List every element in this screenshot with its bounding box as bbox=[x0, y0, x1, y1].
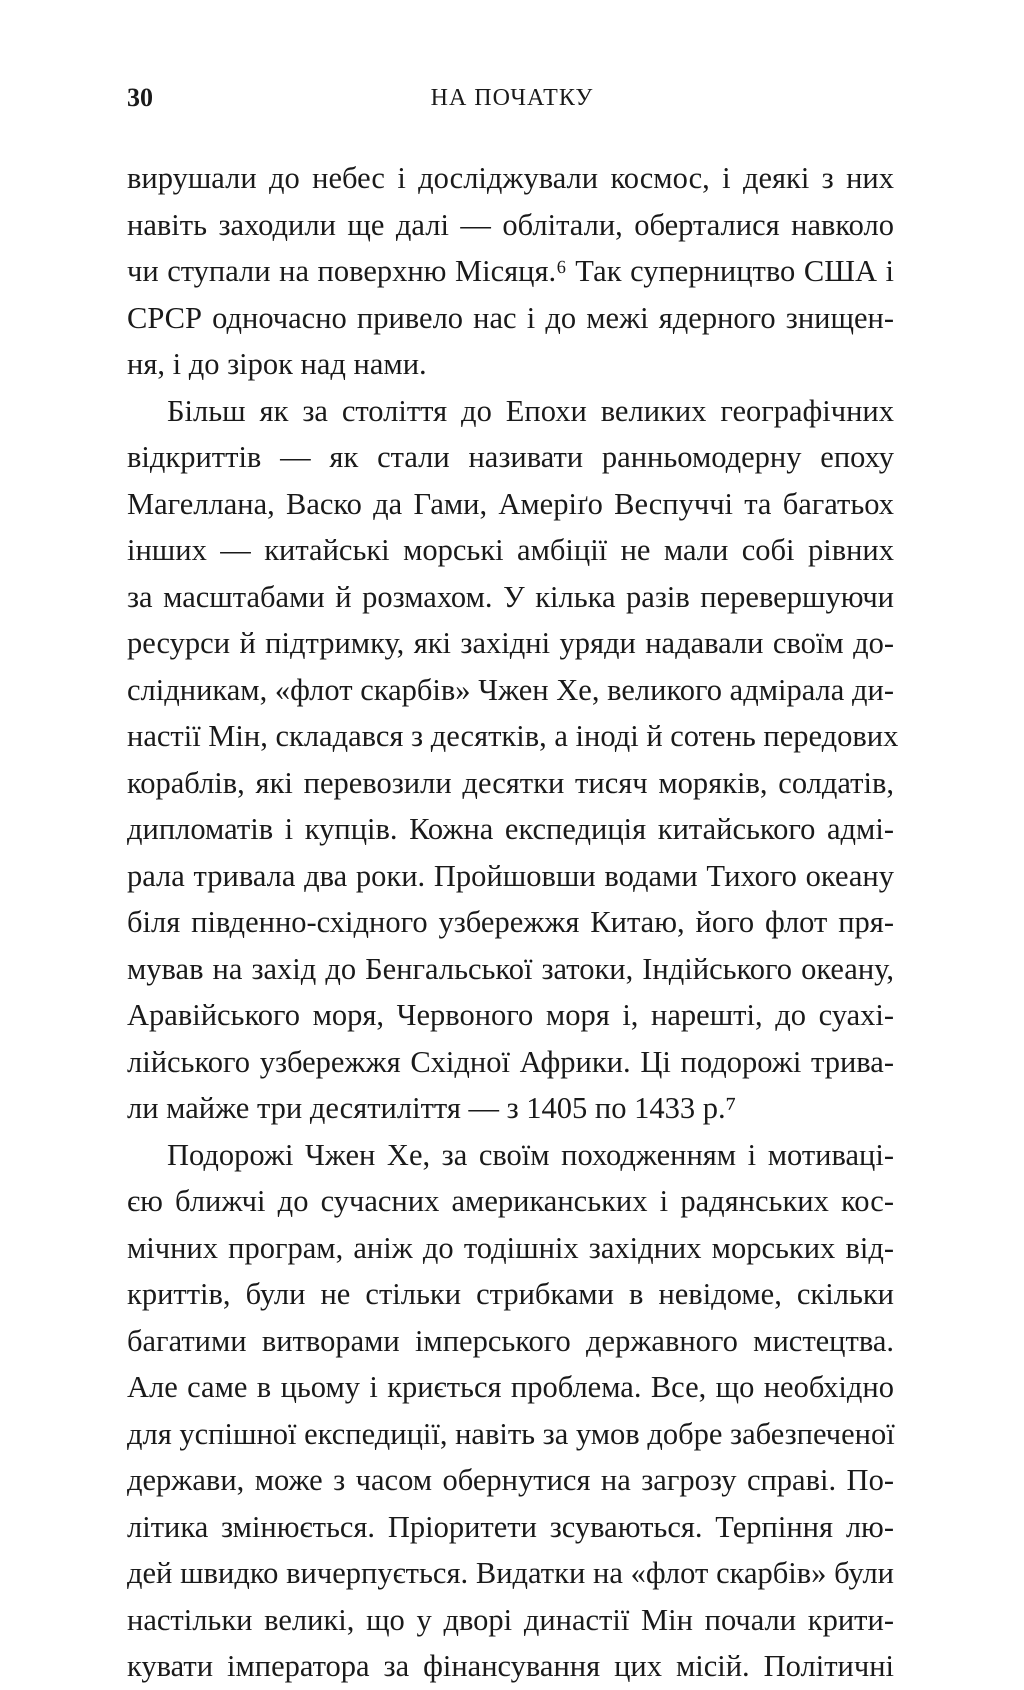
text-line: єю ближчі до сучасних американських і радянських кос- bbox=[127, 1184, 894, 1218]
text-line: Але саме в цьому і криється проблема. Все, що необхідно bbox=[127, 1370, 894, 1404]
text-line: настільки великі, що у дворі династії Мін почали крити- bbox=[127, 1602, 894, 1637]
paragraph bbox=[127, 155, 894, 388]
text-line: Аравійського моря, Червоного моря і, нарешті, до суахі- bbox=[127, 998, 894, 1032]
text-line: мічних програм, аніж до тодішніх західних морських від- bbox=[127, 1230, 894, 1265]
text-line: вирушали до небес і досліджували космос, і деякі з них bbox=[127, 161, 894, 195]
text-line: кораблів, які перевозили десятки тисяч моряків, солдатів, bbox=[127, 765, 894, 800]
text-line: держави, може з часом обернутися на загрозу справі. По- bbox=[127, 1463, 894, 1497]
text-line: Подорожі Чжен Хе, за своїм походженням і мотиваці- bbox=[167, 1137, 894, 1172]
text-line: ресурси й підтримку, які західні уряди надавали своїм до- bbox=[127, 626, 894, 660]
text-line: настії Мін, складався з десятків, а іноді й сотень передових bbox=[127, 719, 899, 753]
text-line: для успішної експедиції, навіть за умов добре забезпеченої bbox=[127, 1416, 895, 1451]
running-header: НА ПОЧАТКУ bbox=[430, 85, 594, 111]
text-line: за масштабами й розмахом. У кілька разів перевершуючи bbox=[127, 579, 894, 614]
paragraph bbox=[127, 388, 899, 1132]
text-line: Більш як за століття до Епохи великих географічних bbox=[167, 393, 894, 428]
page-number: 30 bbox=[127, 83, 153, 112]
text-line: кувати імператора за фінансування цих місій. Політичні bbox=[127, 1649, 894, 1683]
paragraph bbox=[127, 1132, 894, 1690]
text-line: багатими витворами імперського державного мистецтва. bbox=[127, 1323, 894, 1358]
text-line: літика змінюється. Пріоритети зсуваються. Терпіння лю- bbox=[127, 1509, 894, 1544]
text-line: ли майже три десятиліття — з 1405 по 1433 р.⁷ bbox=[127, 1091, 737, 1125]
text-line: чи ступали на поверхню Місяця.⁶ Так суперництво США і bbox=[127, 254, 894, 288]
text-line: Магеллана, Васко да Гами, Амеріґо Веспуччі та багатьох bbox=[127, 486, 894, 521]
text-line: відкриттів — як стали називати ранньомодерну епоху bbox=[127, 440, 894, 474]
text-line: рала тривала два роки. Пройшовши водами Тихого океану bbox=[127, 858, 894, 893]
text-line: криттів, були не стільки стрибками в невідоме, скільки bbox=[127, 1277, 894, 1311]
text-line: біля південно-східного узбережжя Китаю, його флот пря- bbox=[127, 905, 894, 939]
body-text bbox=[127, 155, 899, 1690]
text-line: мував на захід до Бенгальської затоки, Індійського океану, bbox=[127, 951, 894, 986]
text-line: ня, і до зірок над нами. bbox=[127, 347, 427, 381]
text-line: дей швидко вичерпується. Видатки на «флот скарбів» були bbox=[127, 1556, 894, 1590]
text-line: дипломатів і купців. Кожна експедиція китайського адмі- bbox=[127, 812, 894, 846]
text-line: навіть заходили ще далі — облітали, оберталися навколо bbox=[127, 207, 894, 242]
text-line: слідникам, «флот скарбів» Чжен Хе, великого адмірала ди- bbox=[127, 672, 894, 707]
text-line: СРСР одночасно привело нас і до межі ядерного знищен- bbox=[127, 300, 894, 335]
text-line: інших — китайські морські амбіції не мали собі рівних bbox=[127, 533, 894, 567]
text-line: лійського узбережжя Східної Африки. Ці подорожі трива- bbox=[127, 1044, 894, 1079]
